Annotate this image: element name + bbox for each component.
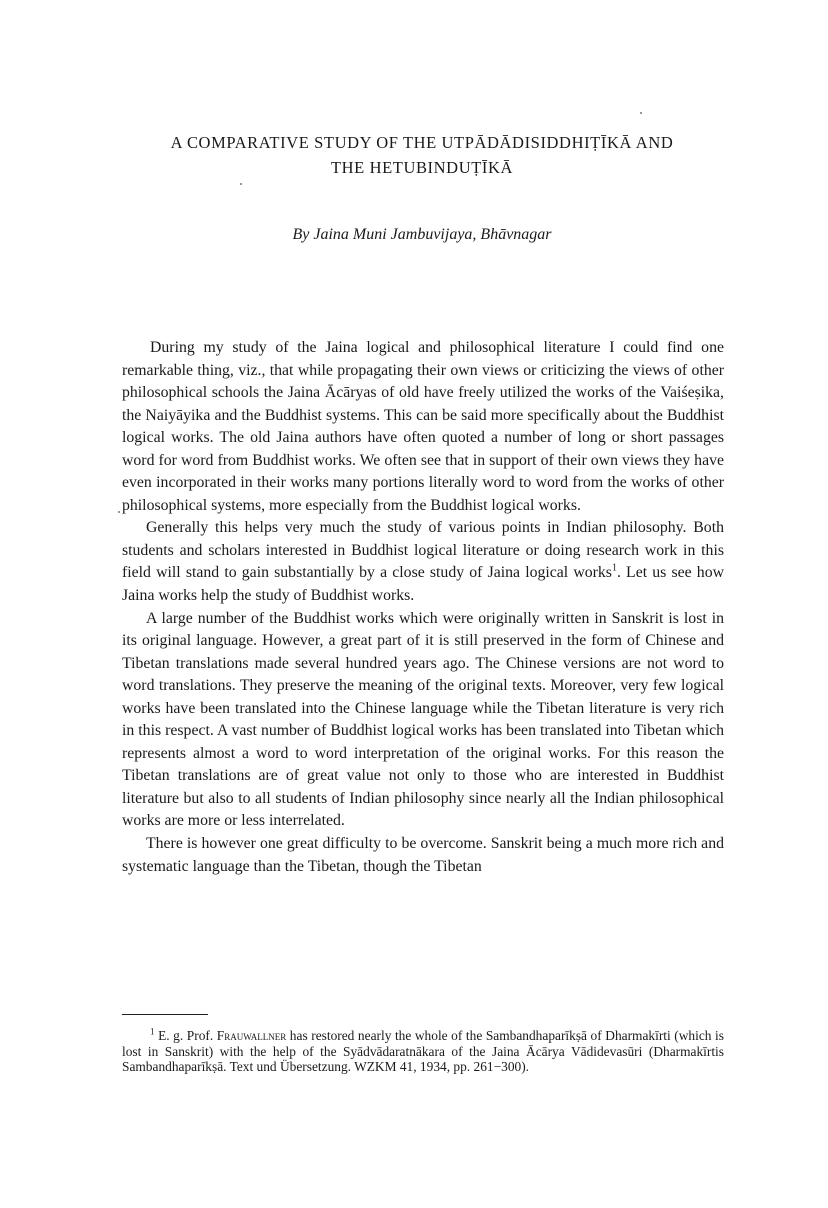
footnote-author: Frauwallner [216, 1028, 287, 1043]
paragraph-2-text-after: . Let us see how Jaina works help the study of Buddhist works. [122, 564, 724, 605]
paragraph-4: There is however one great difficulty to be overcome. Sanskrit being a much more rich and systematic language than the Tibetan, though the Tibetan [122, 835, 724, 875]
footnote-separator [122, 1014, 208, 1015]
footnote-text-after: has restored nearly the whole of the Sambandhaparīkṣā of Dharmakīrti (which is lost in Sanskrit) with the help of the Syādvādaratnākara of the Jaina Ācārya Vādidevasūri (Dharmakīrtis Sambandhaparīkṣā. Text und Übersetzung. WZKM 41, 1934, pp. 261−300). [122, 1028, 724, 1075]
scan-speck [640, 112, 642, 114]
author-byline: By Jaina Muni Jambuvijaya, Bhāvnagar [292, 226, 552, 243]
footnote-ref-1[interactable]: 1 [611, 563, 617, 575]
footnote-1 [122, 1028, 724, 1075]
article-body [122, 337, 724, 878]
paragraph-1: During my study of the Jaina logical and philosophical literature I could find one remarkable thing, viz., that while propagating their own views or criticizing the views of other philosophical schools the Jaina Ācāryas of old have freely utilized the works of the Vaiśeṣika, the Naiyāyika and the Buddhist systems. This can be said more specifically about the Buddhist logical works. The old Jaina authors have often quoted a number of long or short passages word for word from Buddhist works. We often see that in support of their own views they have even incorporated in their works many portions literally word to word from the works of other philosophical systems, more especially from the Buddhist logical works. [122, 339, 724, 514]
paragraph-3: A large number of the Buddhist works which were originally written in Sanskrit is lost in its original language. However, a great part of it is still preserved in the form of Chinese and Tibetan translations made several hundred years ago. The Chinese versions are not word to word translations. They preserve the meaning of the original texts. Moreover, very few logical works have been translated into the Chinese language while the Tibetan literature is very rich in this respect. A vast number of Buddhist logical works has been translated into Tibetan which represents almost a word to word interpretation of the original works. For this reason the Tibetan translations are of great value not only to those who are interested in Buddhist literature but also to all students of Indian philosophy since nearly all the Indian philosophical works are more or less interrelated. [122, 609, 724, 830]
paragraph-2-text-before: Generally this helps very much the study of various points in Indian philosophy. Both students and scholars interested in Buddhist logical literature or doing research work in this field will stand to gain substantially by a close study of Jaina logical works [122, 519, 724, 582]
scan-speck [118, 511, 120, 513]
title-line-2: THE HETUBINDUṬĪKĀ [330, 158, 514, 177]
scan-speck [240, 183, 242, 185]
footnote-text-before: E. g. Prof. [158, 1028, 217, 1043]
footnote-marker: 1 [150, 1026, 155, 1037]
article-title [0, 130, 828, 180]
paragraph-2 [122, 517, 724, 607]
title-line-1: A COMPARATIVE STUDY OF THE UTPĀDĀDISIDDHIṬĪKĀ AND [170, 133, 674, 152]
